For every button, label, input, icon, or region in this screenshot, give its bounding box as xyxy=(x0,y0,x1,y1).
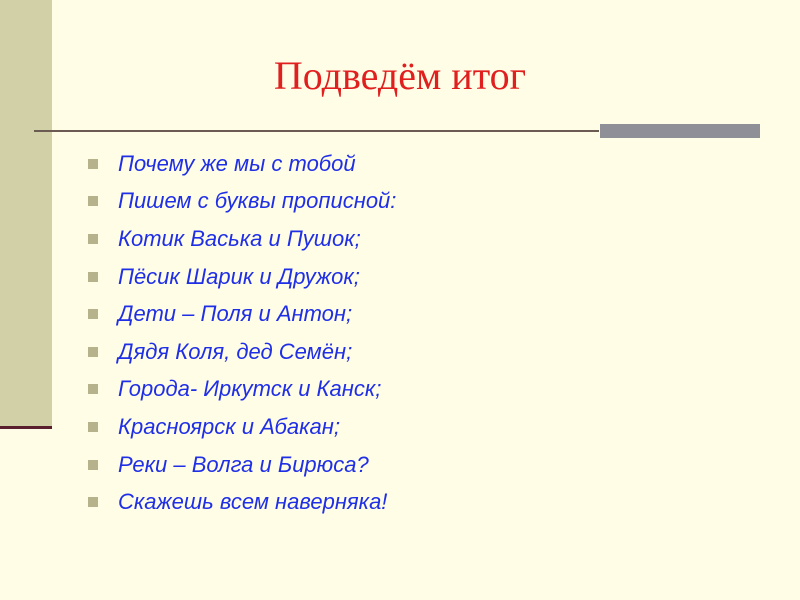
bullet-square-icon xyxy=(88,159,98,169)
bullet-text: Красноярск и Абакан; xyxy=(118,413,341,439)
bullet-square-icon xyxy=(88,196,98,206)
list-item xyxy=(88,371,396,409)
list-item xyxy=(88,258,396,296)
list-item xyxy=(88,183,396,221)
list-item xyxy=(88,145,396,183)
bullet-list xyxy=(88,145,396,521)
bullet-text: Дети – Поля и Антон; xyxy=(118,301,353,327)
list-item xyxy=(88,408,396,446)
bullet-text: Дядя Коля, дед Семён; xyxy=(118,338,353,364)
list-item xyxy=(88,220,396,258)
list-item xyxy=(88,446,396,484)
bullet-square-icon xyxy=(88,497,98,507)
bullet-square-icon xyxy=(88,272,98,282)
decorative-band-underline xyxy=(0,426,52,429)
bullet-text: Города- Иркутск и Канск; xyxy=(118,376,382,402)
bullet-square-icon xyxy=(88,234,98,244)
bullet-text: Реки – Волга и Бирюса? xyxy=(118,451,369,477)
title-divider-accent xyxy=(600,124,760,138)
slide-title: Подведём итог xyxy=(273,53,527,98)
bullet-square-icon xyxy=(88,460,98,470)
bullet-text: Пёсик Шарик и Дружок; xyxy=(118,263,360,289)
list-item xyxy=(88,483,396,521)
bullet-square-icon xyxy=(88,384,98,394)
list-item xyxy=(88,295,396,333)
bullet-square-icon xyxy=(88,422,98,432)
list-item xyxy=(88,333,396,371)
bullet-square-icon xyxy=(88,309,98,319)
bullet-square-icon xyxy=(88,347,98,357)
bullet-text: Почему же мы с тобой xyxy=(118,150,356,176)
bullet-text: Котик Васька и Пушок; xyxy=(118,225,361,251)
bullet-text: Пишем с буквы прописной: xyxy=(118,188,397,214)
title-divider xyxy=(34,130,599,132)
bullet-text: Скажешь всем наверняка! xyxy=(118,489,388,515)
